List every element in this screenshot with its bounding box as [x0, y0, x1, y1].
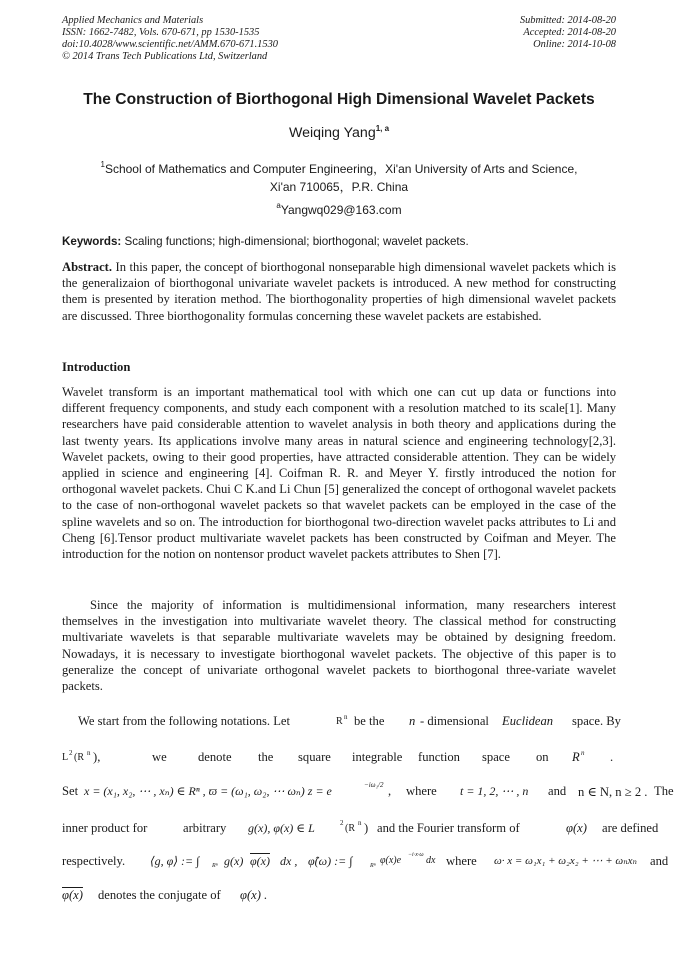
period: . [610, 750, 614, 764]
formula: φ(x) [566, 821, 587, 835]
email-sup: a [276, 201, 281, 210]
journal-info [62, 15, 278, 63]
symbol-sup: n [87, 749, 91, 757]
text: ) [364, 821, 369, 835]
text: on [536, 750, 549, 764]
text: and [548, 784, 567, 798]
author-sup: 1, a [375, 124, 390, 133]
author-name: Weiqing Yang [288, 125, 376, 141]
copyright: © 2014 Trans Tech Publications Ltd, Switzerland [62, 51, 268, 62]
text: denotes the conjugate of [98, 888, 221, 902]
text: be the [354, 714, 385, 728]
submitted-date: Submitted: 2014-08-20 [519, 15, 616, 26]
affiliation [0, 160, 678, 196]
formula: ⟨g, φ⟩ := ∫ [150, 854, 200, 868]
text: inner product for [62, 821, 148, 835]
symbol-r: (R [74, 752, 84, 763]
term-euclidean: Euclidean [502, 714, 554, 728]
text: ), [93, 750, 101, 764]
text: function [418, 750, 460, 764]
text: denote [198, 750, 232, 764]
symbol-r: R [336, 716, 343, 727]
text: the [258, 750, 274, 764]
abstract-text: In this paper, the concept of biorthogonal nonseparable high dimensional wavelet packets which is the generalizaion of biorthogonal univariate wavelet packets is introduced. A new method for constructing them is presented by iteration method. The biorthogonality properties of high dimensional wavelet packets are discussed. Three biorthogonality formulas concerning these wavelet packets are estabished. [62, 260, 617, 323]
formula: t = 1, 2, ⋯ , n [460, 784, 529, 798]
text: Set [62, 784, 79, 798]
affil-sup: 1 [100, 160, 105, 169]
text: space [482, 750, 510, 764]
keywords [62, 235, 618, 248]
formula: φ(x) [250, 854, 270, 868]
keywords-text: Scaling functions; high-dimensional; biorthogonal; wavelet packets. [124, 235, 469, 248]
formula: φ(x) [62, 888, 83, 902]
text: where [406, 784, 437, 798]
journal-name: Applied Mechanics and Materials [62, 15, 204, 26]
text: The [654, 784, 674, 798]
formula-sub: Rⁿ [212, 863, 218, 869]
section-heading: Introduction [62, 360, 131, 374]
text: are defined [602, 821, 659, 835]
formula: g(x) [224, 854, 244, 868]
text: where [446, 854, 477, 868]
formula-sup: −iω₁/2 [364, 781, 384, 789]
paper-title: The Construction of Biorthogonal High Dimensional Wavelet Packets [83, 91, 595, 108]
accepted-date: Accepted: 2014-08-20 [523, 27, 616, 38]
text: and the Fourier transform of [377, 821, 520, 835]
formula: φ(x) . [240, 888, 268, 902]
symbol-l: L [62, 752, 69, 763]
text: space. By [572, 714, 621, 728]
text: arbitrary [183, 821, 227, 835]
abstract-label: Abstract. [62, 260, 113, 274]
author [0, 125, 678, 141]
symbol-n: n [409, 714, 416, 728]
issn: ISSN: 1662-7482, Vols. 670-671, pp 1530-1535 [62, 27, 260, 38]
intro-paragraph-2: Since the majority of information is multidimensional information, many researchers interest themselves in the investigation into multivariate wavelet theory. The classical method for constructing multivariate wavelets is that separable multivariate wavelets may be obtained by designing freedom. Nowadays, it is necessary to investigate biorthogonal wavelet packets. The objective of this paper is to generalize the concept of univariate orthogonal wavelet packets to biorthogonal three-variate wavelet packets. [62, 598, 616, 694]
formula: dx , [280, 854, 298, 868]
text: and [650, 854, 669, 868]
intro-paragraph-1: Wavelet transform is an important mathematical tool with which one can cut up data or functions into different frequency components, and study each component with a resolution matched to its scale[1]. Many researchers have paid considerable attention to wavelet analysis in both theory and applications during the last twenty years. Its applications involve many areas in natural science and engineering technology[2,3]. Wavelet packets, owing to their good properties, have attracted considerable attention. They can be widely applied in science and engineering [4]. Coifman R. R. and Meyer Y. firstly introduced the notion for orthogonal wavelet packets. Chui C K.and Li Chun [5] generalized the concept of orthogonal wavelet packets to the case of non-orthogonal wavelet packets so that wavelet packets can be employed in the case of the spline wavelets and so on. The introduction for biorthogonal two-direction wavelet packs attributes to Li and Cheng [6].Tensor product multivariate wavelet packets has been constructed by Coifman and Meyer. The introduction for the notion on nontensor product wavelet packets attributes to Shen [7]. [62, 385, 616, 562]
affiliation-line1: School of Mathematics and Computer Engineering，Xi'an University of Arts and Science, [104, 162, 578, 176]
text: - dimensional [420, 714, 489, 728]
formula: φ̂(ω) := ∫ [308, 854, 353, 868]
submission-dates [520, 15, 616, 51]
doi: doi:10.4028/www.scientific.net/AMM.670-671.1530 [62, 39, 278, 50]
formula-sup: −i·x·ω [408, 852, 424, 858]
symbol-r: (R [345, 823, 355, 834]
symbol-r: R [572, 750, 580, 764]
online-date: Online: 2014-10-08 [533, 39, 616, 50]
formula: ω· x = ω₁x₁ + ω₂x₂ + ⋯ + ωₙxₙ [494, 855, 637, 867]
email-address: Yangwq029@163.com [280, 203, 402, 217]
symbol-sup: n [344, 713, 348, 721]
abstract [62, 259, 616, 324]
formula-sub: Rⁿ [370, 863, 376, 869]
email [0, 203, 678, 217]
symbol-sup: n [581, 749, 585, 757]
formula-sup: 2 [340, 819, 344, 827]
formula: n ∈ N, n ≥ 2 . [578, 785, 648, 799]
symbol-sup: 2 [69, 749, 73, 757]
text: , [388, 784, 392, 798]
text: integrable [352, 750, 403, 764]
formula: g(x), φ(x) ∈ L [248, 821, 315, 835]
text: respectively. [62, 854, 126, 868]
formula: dx [426, 855, 436, 866]
affiliation-line2: Xi'an 710065，P.R. China [269, 180, 409, 194]
text: we [152, 750, 167, 764]
text: We start from the following notations. Let [78, 714, 290, 728]
formula: x = (x₁, x₂, ⋯ , xₙ) ∈ Rⁿ , ϖ = (ω₁, ω₂, ⋯ ωₙ) z = e [84, 784, 332, 798]
keywords-label: Keywords: [62, 235, 122, 248]
formula: φ(x)e [380, 855, 402, 866]
formula-sup: n [358, 819, 362, 827]
text: square [298, 750, 331, 764]
